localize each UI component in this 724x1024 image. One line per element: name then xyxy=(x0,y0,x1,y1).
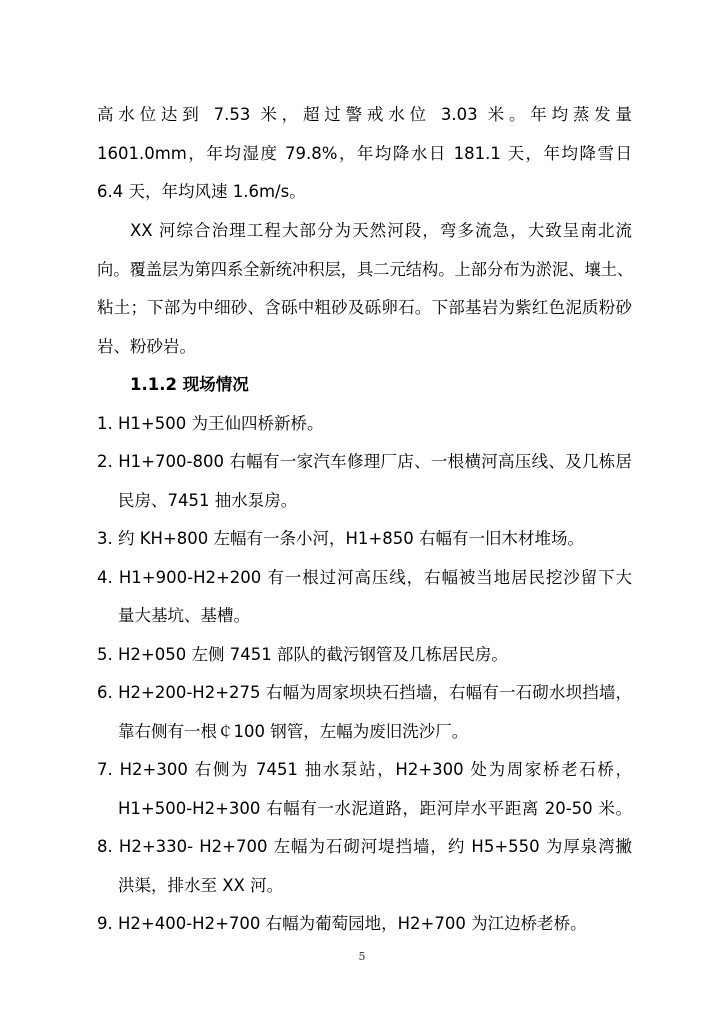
text-line: 6.4 天，年均风速 1.6m/s。 xyxy=(97,182,306,201)
list-item: 3. 约 KH+800 左幅有一条小河，H1+850 右幅有一旧木材堆场。 xyxy=(97,529,584,548)
list-item: 6. H2+200-H2+275 右幅为周家坝块石挡墙，右幅有一石砌水坝挡墙， xyxy=(97,683,632,702)
text-line: 岩、粉砂岩。 xyxy=(97,337,196,356)
list-item: 1. H1+500 为王仙四桥新桥。 xyxy=(97,414,324,433)
list-item: 9. H2+400-H2+700 右幅为葡萄园地，H2+700 为江边桥老桥。 xyxy=(97,914,587,933)
list-item: 4. H1+900-H2+200 有一根过河高压线，右幅被当地居民挖沙留下大 xyxy=(97,568,632,587)
text-line: 向。覆盖层为第四系全新统冲积层，具二元结构。上部分布为淤泥、壤土、 xyxy=(97,260,634,279)
list-item-continuation: 民房、7451 抽水泵房。 xyxy=(118,491,298,510)
text-line: 1601.0mm，年均湿度 79.8%，年均降水日 181.1 天，年均降雪日 xyxy=(97,144,632,163)
list-item-continuation: 靠右侧有一根￠100 钢管，左幅为废旧洗沙厂。 xyxy=(118,722,469,741)
text-line: 粘土；下部为中细砂、含砾中粗砂及砾卵石。下部基岩为紫红色泥质粉砂 xyxy=(97,298,632,317)
text-line: XX 河综合治理工程大部分为天然河段，弯多流急，大致呈南北流 xyxy=(130,221,632,240)
text-line: 高水位达到 7.53 米，超过警戒水位 3.03 米。年均蒸发量 xyxy=(97,105,632,124)
list-item: 8. H2+330- H2+700 左幅为石砌河堤挡墙，约 H5+550 为厚泉湾撇 xyxy=(97,837,632,856)
page-number: 5 xyxy=(358,950,366,963)
list-item-continuation: 洪渠，排水至 XX 河。 xyxy=(118,876,284,895)
list-item-continuation: H1+500-H2+300 右幅有一水泥道路，距河岸水平距离 20-50 米。 xyxy=(118,799,632,818)
list-item: 7. H2+300 右侧为 7451 抽水泵站，H2+300 处为周家桥老石桥， xyxy=(97,760,632,779)
section-heading: 1.1.2 现场情况 xyxy=(130,375,249,394)
list-item-continuation: 量大基坑、基槽。 xyxy=(118,606,250,625)
list-item: 5. H2+050 左侧 7451 部队的截污钢管及几栋居民房。 xyxy=(97,645,508,664)
list-item: 2. H1+700-800 右幅有一家汽车修理厂店、一根横河高压线、及几栋居 xyxy=(97,452,632,471)
